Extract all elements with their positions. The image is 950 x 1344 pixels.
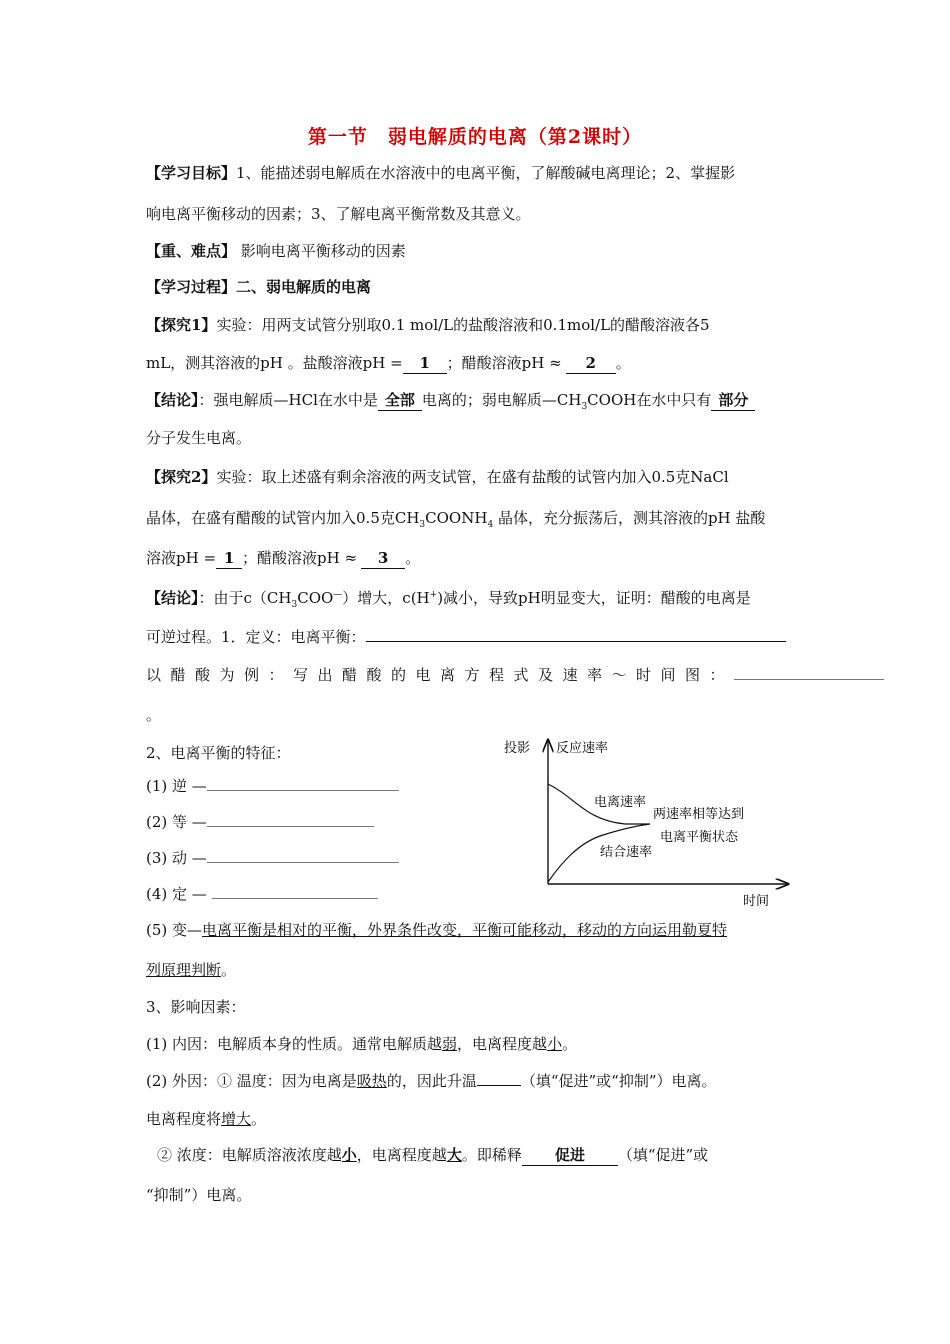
rate-time-graph xyxy=(490,732,800,912)
y-label-left: 投影 xyxy=(504,741,531,756)
explore1-line-1 xyxy=(146,315,710,335)
feature-item-2 xyxy=(146,812,374,832)
equal-rate-label-1: 两速率相等达到 xyxy=(653,807,745,822)
conclusion2-sub-1: 3 xyxy=(291,600,298,610)
y-axis-label: 反应速率 xyxy=(556,741,609,756)
conclusion2-line-2 xyxy=(146,627,786,647)
dilution-answer: 促进 xyxy=(522,1145,618,1166)
feature-item-1-label: (1) 逆 — xyxy=(146,777,207,795)
process-line xyxy=(146,277,371,297)
conclusion2-label: 【结论】 xyxy=(146,589,199,607)
factor-conc-b: ，电离程度越 xyxy=(356,1146,447,1164)
conclusion2-text-1a: ：由于c（CH xyxy=(198,589,292,607)
conclusion1-line-2: 分子发生电离。 xyxy=(146,429,252,447)
explore2-line-2 xyxy=(146,508,765,535)
conclusion1-text-1a: ：强电解质—HCl在水中是 xyxy=(198,391,378,409)
explore2-sub-1: 3 xyxy=(419,520,426,530)
conclusion2-line-3 xyxy=(146,665,884,685)
ionization-rate-label: 电离速率 xyxy=(594,795,647,810)
conclusion2-line-4: 。 xyxy=(146,706,162,724)
explore2-text-1: 实验：取上述盛有剩余溶液的两支试管，在盛有盐酸的试管内加入0.5克NaCl xyxy=(216,468,729,486)
objectives-label: 【学习目标】 xyxy=(146,164,237,182)
explore1-text-2a: mL，测其溶液的pH 。盐酸溶液pH = xyxy=(146,354,403,372)
process-label: 【学习过程】 xyxy=(146,278,237,296)
explore1-text-2c: 。 xyxy=(615,354,631,372)
features-heading: 2、电离平衡的特征： xyxy=(146,744,291,762)
factor-external2-b: 。 xyxy=(251,1110,267,1128)
explore2-sub-2: 4 xyxy=(487,520,494,530)
feature-item-5-text-1: 电离平衡是相对的平衡，外界条件改变，平衡可能移动，移动的方向运用勒夏特 xyxy=(202,921,728,939)
explore2-answer-1: 1 xyxy=(216,548,242,569)
conclusion1-answer-2: 部分 xyxy=(711,390,755,411)
feature-item-4-blank xyxy=(212,884,378,899)
conclusion2-text-3: 以醋酸为例：写出醋酸的电离方程式及速率～时间图： xyxy=(146,666,735,684)
feature-item-3-label: (3) 动 — xyxy=(146,849,207,867)
explore2-text-2b: COONH xyxy=(425,509,488,527)
conclusion2-text-2: 可逆过程。1．定义：电离平衡： xyxy=(146,628,366,646)
explore1-line-2 xyxy=(146,353,631,374)
explore2-line-3 xyxy=(146,548,420,569)
factor-external-line-2 xyxy=(146,1109,266,1129)
feature-item-3-blank xyxy=(207,848,399,863)
factor-conc-u1: 小 xyxy=(341,1146,357,1164)
feature-item-5-prefix: (5) 变— xyxy=(146,921,203,939)
feature-item-4 xyxy=(146,884,378,904)
conclusion2-sup-2: + xyxy=(429,590,438,600)
factor-external-b: 的，因此升温 xyxy=(386,1072,477,1090)
explore2-line-1 xyxy=(146,467,729,487)
conclusion2-sup-1: — xyxy=(333,590,343,600)
factor-conc-c: 。即稀释 xyxy=(461,1146,522,1164)
explore1-text-1: 实验：用两支试管分别取0.1 mol/L的盐酸溶液和0.1mol/L的醋酸溶液各5 xyxy=(216,316,710,334)
factor-concentration xyxy=(157,1145,708,1166)
combination-rate-label: 结合速率 xyxy=(600,845,653,860)
conclusion2-text-1b: COO xyxy=(297,589,334,607)
factor-internal-c: 。 xyxy=(562,1035,578,1053)
conclusion1-text-1c: COOH在水中只有 xyxy=(587,391,712,409)
factor-internal-u1: 弱 xyxy=(442,1035,458,1053)
definition-blank xyxy=(366,627,786,642)
factor-external-c: （填“促进”或“抑制”）电离。 xyxy=(520,1072,717,1090)
feature-item-3 xyxy=(146,848,399,868)
feature-item-1-blank xyxy=(207,776,399,791)
explore2-text-3a: 溶液pH = xyxy=(146,549,217,567)
factor-internal-b: ，电离程度越 xyxy=(457,1035,548,1053)
factor-conc-d: （填“促进”或 xyxy=(617,1146,709,1164)
process-text: 二、弱电解质的电离 xyxy=(236,278,372,296)
objectives-line-1 xyxy=(146,163,735,183)
conclusion2-line-1 xyxy=(146,585,751,615)
feature-item-1 xyxy=(146,776,399,796)
conclusion1-line-1 xyxy=(146,390,755,417)
explore1-answer-2: 2 xyxy=(566,353,616,374)
explore2-text-2c: 晶体，充分振荡后，测其溶液的pH 盐酸 xyxy=(493,509,766,527)
feature-item-4-label: (4) 定 — xyxy=(146,885,212,903)
objectives-line-2: 响电离平衡移动的因素；3、了解电离平衡常数及其意义。 xyxy=(146,205,531,223)
factor-external2-u: 增大 xyxy=(221,1110,252,1128)
key-points-line xyxy=(146,241,406,261)
page-title: 第一节 弱电解质的电离（第2课时） xyxy=(307,126,643,148)
explore2-text-3c: 。 xyxy=(405,549,421,567)
factor-external-a: (2) 外因：① 温度：因为电离是 xyxy=(146,1072,357,1090)
objectives-text-1: 1、能描述弱电解质在水溶液中的电离平衡，了解酸碱电离理论；2、掌握影 xyxy=(236,164,736,182)
factor-conc-a: ② 浓度：电解质溶液浓度越 xyxy=(157,1146,342,1164)
feature-item-2-label: (2) 等 — xyxy=(146,813,207,831)
factors-heading: 3、影响因素： xyxy=(146,998,246,1016)
feature-item-5-text-2: 列原理判断 xyxy=(146,961,222,979)
factor-internal-u2: 小 xyxy=(547,1035,563,1053)
equation-blank xyxy=(734,665,884,680)
explore1-label: 【探究1】 xyxy=(146,316,217,334)
factor-internal xyxy=(146,1034,577,1054)
conclusion1-answer-1: 全部 xyxy=(378,390,422,411)
explore1-answer-1: 1 xyxy=(403,353,447,374)
conclusion2-text-1d: )减小，导致pH明显变大，证明：醋酸的电离是 xyxy=(437,589,751,607)
factor-concentration-line-2: “抑制”）电离。 xyxy=(146,1186,252,1204)
temperature-blank xyxy=(477,1071,521,1086)
feature-item-2-blank xyxy=(207,812,374,827)
key-points-label: 【重、难点】 xyxy=(146,242,237,260)
key-points-text: 影响电离平衡移动的因素 xyxy=(236,242,406,260)
explore1-text-2b: ；醋酸溶液pH ≈ xyxy=(446,354,562,372)
conclusion1-label: 【结论】 xyxy=(146,391,199,409)
factor-internal-a: (1) 内因：电解质本身的性质。通常电解质越 xyxy=(146,1035,443,1053)
x-axis-label: 时间 xyxy=(743,894,770,909)
factor-external xyxy=(146,1071,717,1091)
explore2-answer-2: 3 xyxy=(361,548,405,569)
feature-item-5-line-2 xyxy=(146,960,236,980)
factor-external-u1: 吸热 xyxy=(356,1072,387,1090)
conclusion1-text-1b: 电离的；弱电解质—CH xyxy=(421,391,582,409)
explore2-text-3b: ；醋酸溶液pH ≈ xyxy=(242,549,358,567)
conclusion1-sub-1: 3 xyxy=(581,402,588,412)
conclusion2-text-1c: ）增大，c(H xyxy=(342,589,430,607)
explore2-label: 【探究2】 xyxy=(146,468,217,486)
feature-item-5-end: 。 xyxy=(221,961,237,979)
feature-item-5-line-1 xyxy=(146,920,727,940)
factor-external2-a: 电离程度将 xyxy=(146,1110,222,1128)
factor-conc-u2: 大 xyxy=(446,1146,462,1164)
explore2-text-2a: 晶体，在盛有醋酸的试管内加入0.5克CH xyxy=(146,509,420,527)
equal-rate-label-2: 电离平衡状态 xyxy=(660,830,739,845)
